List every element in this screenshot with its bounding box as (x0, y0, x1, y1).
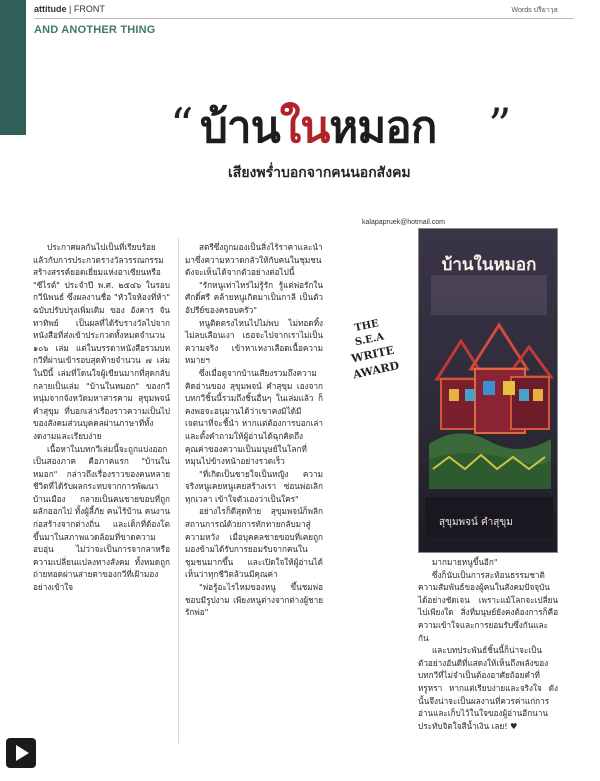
column-1 (33, 241, 170, 594)
title-part-1: บ้าน (200, 102, 280, 153)
paragraph: หนูติดตรงไหนไปไม่พบ ไม่ทอดทิ้งไม่ลบเลือนเงา เธอจะไปจากเราไม่เป็นความจริง เข้าหาเหงาเลือดเนื้อความหมายฯ (185, 317, 323, 366)
paragraph: "ที่เกิดเป็นชายใจเป็นหญิง ความจริงหนูเคยหนูเคยสร้างเรา ซ่อนพ่อเลิกทุกเวลา เข้าใจตัวเองว่าเป็นใคร" (185, 468, 323, 504)
paragraph: และบทประพันธ์ชิ้นนี้ก็น่าจะเป็นตัวอย่างอันดีที่แสดงให้เห็นถึงพลังของบทกวีที่ไม่จำเป็นต้องอาศัยถ้อยคำที่หรูหรา หากแต่เรียบง่ายและจริงใจ ดังนั้นจึงน่าจะเป็นผลงานที่ควรค่าแก่การอ่านและเก็บไว้ในใจของผู้อ่านอีกนาน ประทับจิตใจสีน้ำเงิน เลย! ♥ (418, 645, 558, 731)
title-part-3: หมอก (329, 102, 437, 153)
paragraph: มากมายหนูขึ้นอีก" (432, 557, 498, 567)
section-name: attitude (34, 4, 67, 14)
book-cover-author: สุขุมพจน์ คำสุขุม (439, 517, 513, 528)
book-cover-title: บ้านในหมอก (441, 255, 537, 275)
paragraph: "รักหนูเท่าไหร่ไม่รู้รัก รู้แต่พ่อรักในศักดิ์ศรี คล้ายหนูเกิดมาเป็นกาลี เป็นตัวอัปรีย์ของครอบครัว" (185, 279, 323, 315)
svg-text:S.E.A: S.E.A (354, 331, 386, 349)
paragraph: เนื้อหาในบทกวีเล่มนี้จะถูกแบ่งออกเป็นสองภาค คือภาคแรก "บ้านในหมอก" กล่าวถึงเรื่องราวของคนหลายชีวิตที่ได้รับผลกระทบจากการพัฒนาบ้านเมือง กลายเป็นคนชายขอบที่ถูกผลักออกไป ทั้งผู้ลี้ภัย คนไร้บ้าน คนงานก่อสร้างจากต่างถิ่น และเด็กที่ต้องโตขึ้นมาในสภาพแวดล้อมที่ขาดความอบอุ่น ไม่ว่าจะเป็นการจากลาหรือความเปลี่ยนแปลงทางสังคม ทั้งหมดถูกถ่ายทอดผ่านสายตาของกวีที่เฝ้ามองอย่างเข้าใจ (33, 443, 170, 593)
byline: Words ปรียาวุธ (511, 7, 558, 14)
play-icon (13, 744, 31, 762)
sea-write-award-logo (338, 310, 408, 402)
title-part-2: ใน (279, 102, 330, 153)
section-sub: | FRONT (66, 4, 105, 14)
header-color-stripe (0, 0, 26, 135)
column-divider (178, 238, 179, 743)
article-title (170, 98, 530, 168)
svg-text:AWARD: AWARD (351, 358, 401, 382)
book-cover-image (418, 228, 558, 553)
author-email: kalapapruek@hotmail.com (362, 219, 445, 226)
paragraph: ประกาศผลกันไปเป็นที่เรียบร้อยแล้วกับการประกวดรางวัลวรรณกรรมสร้างสรรค์ยอดเยี่ยมแห่งอาเซียนหรือ "ซีไรต์" ประจำปี พ.ศ. ๒๕๔๖ ในรอบกวีนิพนธ์ ซึ่งผลงานชื่อ "หัวใจห้องที่ห้า" ฉบับปรับปรุงเพิ่มเติม ของ อังคาร จันทาทิพย์ เป็นผลที่ได้รับรางวัลไปจากหนังสือที่ส่งเข้าประกวดทั้งหมดจำนวน ๑๐๖ เล่ม แต่ในบรรดาหนังสือรวมบทกวีที่ผ่านเข้ารอบสุดท้ายจำนวน ๗ เล่มในปีนี้ เล่มที่โดนใจผู้เขียนมากที่สุดกลับกลายเป็นเล่ม "บ้านในหมอก" ของกวีหนุ่มจากจังหวัดมหาสารคาม สุขุมพจน์ คำสุขุม ที่บอกเล่าเรื่องราวความเป็นไปของสังคมส่วนบุคคลผ่านภาษาที่ทั้งงดงามและเรียบง่าย (33, 242, 170, 441)
paragraph: สตรีซึ่งถูกมองเป็นสิ่งไร้ราคาและนำมาซึ่งความหวาดกลัวให้กับคนในชุมชน ดังจะเห็นได้จากตัวอย่างต่อไปนี้ (185, 242, 323, 278)
close-quote-mark: ” (488, 98, 512, 152)
paragraph: อย่างไรก็ดีสุดท้าย สุขุมพจน์ก็พลิกสถานการณ์ด้วยการทักทายกลับมาสู่ความหวัง เมื่อบุคคลชายขอบที่เคยถูกมองข้ามได้รับการยอมรับจากคนในชุมชนมากขึ้น และเปิดใจให้ผู้อ่านได้เห็นว่าทุกชีวิตล้วนมีคุณค่า (185, 506, 323, 580)
header-divider (34, 18, 574, 19)
svg-text:THE: THE (353, 318, 380, 335)
column-3 (418, 556, 558, 732)
play-button[interactable] (6, 738, 36, 768)
kicker-heading: AND ANOTHER THING (34, 24, 156, 36)
column-2 (185, 241, 323, 619)
title-text (200, 102, 437, 153)
svg-text:WRITE: WRITE (350, 343, 396, 366)
open-quote-mark: “ (170, 98, 194, 152)
paragraph: ซึ่งเมื่อดูจากบ้านเสียงรวมถึงความคิดอ่านของ สุขุมพจน์ คำสุขุม เองจากบทกวีชิ้นนี้รวมถึงชิ้นอื่นๆ ในเล่มแล้ว ก็คงพอจะอนุมานได้ว่าเขาคงมิได้มีเจตนาที่จะชี้นำ หากแต่ต้องการบอกเล่าและตั้งคำถามให้ผู้อ่านได้ฉุกคิดถึงคุณค่าของความเป็นมนุษย์ในโลกที่หมุนไปข้างหน้าอย่างรวดเร็ว (185, 367, 323, 467)
paragraph: ซึ่งก็นับเป็นการสะท้อนธรรมชาติความสัมพันธ์ของผู้คนในสังคมปัจจุบันได้อย่างชัดเจน เพราะแม้โลกจะเปลี่ยนไปเพียงใด สิ่งที่มนุษย์ยังคงต้องการก็คือความเข้าใจและการยอมรับซึ่งกันและกัน (418, 569, 558, 643)
section-label (34, 4, 105, 14)
article-subtitle: เสียงพร่ำบอกจากคนนอกสังคม (228, 165, 411, 181)
paragraph: "พ่อรู้อะไรไหมของหนู ขึ้นชมพ่อชอบมีรูปงาม เพียงหนูต่างจากต่างผู้ชาย รักพ่อ" (185, 582, 323, 618)
